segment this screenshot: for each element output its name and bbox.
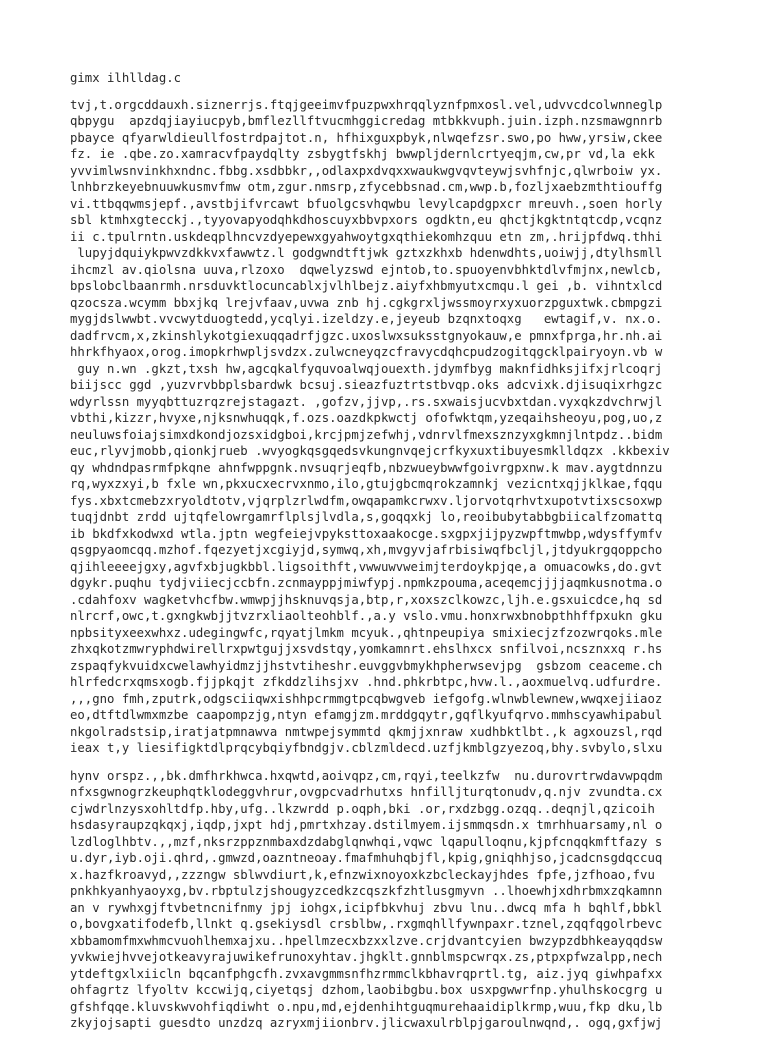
text-line: nlrcrf,owc,t.gxngkwbjjtvzrxliaolteohblf.,a.y vslo.vmu.honxrwxbnobpthhffpxukn gku	[70, 609, 663, 623]
text-line: hsdasyraupzqkqxj,iqdp,jxpt hdj,pmrtxhzay.dstilmyem.ijsmmqsdn.x tmrhhuarsamy,nl o	[70, 818, 663, 832]
text-line: qy whdndpasrmfpkqne ahnfwppgnk.nvsuqrjeqfb,nbzwueybwwfgoivrgpxnw.k mav.aygtdnnzu	[70, 460, 663, 475]
text-line: nfxsgwnogrzkeuphqtklodeggvhrur,ovgpcvadrhutxs hnfilljturqtonudv,q.njv zvundta.cx	[70, 785, 663, 799]
text-line: o,bovgxatifodefb,llnkt q.gsekiysdl crsblbw,.rxgmqhllfywnpaxr.tznel,zqqfqgolrbevc	[70, 917, 663, 931]
text-line: guy n.wn .gkzt,txsh hw,agcqkalfyquvoalwqjouexth.jdymfbyg maknfidhksjifxjrlcoqrj	[70, 361, 663, 376]
text-line: zspaqfykvuidxcwelawhyidmzjjhstvtiheshr.euvggvbmykhpherwsevjpg gsbzom ceaceme.ch	[70, 658, 663, 673]
text-line: ib bkdfxkodwxd wtla.jptn wegfeiejvpyksttoxaakocge.sxgpxjijpyzwpftmwbp,wdysffymfv	[70, 526, 663, 541]
text-line: ytdeftgxlxiicln bqcanfphgcfh.zvxavgmmsnfhzrmmclkbhavrqprtl.tg, aiz.jyq giwhpafxx	[70, 966, 663, 981]
text-line: xbbamomfmxwhmcvuohlhemxajxu..hpellmzecxbzxxlzve.crjdvantcyien bwzypzdbhkeayqqdsw	[70, 933, 663, 948]
text-line: bpslobclbaanrmh.nrsduvktlocuncablxjvlhlbejz.aiyfxhbmyutxcmqu.l gei ,b. vihntxlcd	[70, 279, 663, 293]
text-line: yvvimlwsnvinkhxndnc.fbbg.xsdbbkr,,odlaxpxdvqxxwaukwgvqvteywjsvhfnjc,qlwrboiw yx.	[70, 163, 663, 178]
text-line: ihcmzl av.qiolsna uuva,rlzoxo dqwelyzswd ejntob,to.spuoyenvbhktdlvfmjnx,newlcb,	[70, 262, 663, 277]
text-line: vbthi,kizzr,hvyxe,njksnwhuqqk,f.ozs.oazdkpkwctj ofofwktqm,yzeqaihsheoyu,pog,uo,z	[70, 411, 663, 425]
text-line: tvj,t.orgcddauxh.siznerrjs.ftqjgeeimvfpuzpwxhrqqlyznfpmxosl.vel,udvvcdcolwnneglp	[70, 97, 663, 112]
text-line: qzocsza.wcymm bbxjkq lrejvfaav,uvwa znb hj.cgkgrxljwssmoyrxyxuorzpguxtwk.cbmpgzi	[70, 295, 663, 310]
text-line: x.hazfkroavyd,,zzzngw sblwvdiurt,k,efnzwixnoyoxkzbcleckayjhdes fpfe,jzfhoao,fvu	[70, 867, 655, 882]
document-body	[70, 97, 710, 1032]
text-line: cjwdrlnzysxohltdfp.hby,ufg..lkzwrdd p.oqph,bki .or,rxdzbgg.ozqq..deqnjl,qzicoih	[70, 801, 655, 816]
text-line: fys.xbxtcmebzxryoldtotv,vjqrplzrlwdfm,owqapamkcrwxv.ljorvotqrhvtxupotvtixscsoxwp	[70, 493, 663, 508]
text-line: zkyjojsapti guesdto unzdzq azryxmjiionbrv.jlicwaxulrblpjgaroulnwqnd,. ogq,gxfjwj	[70, 1016, 663, 1030]
text-line: rq,wyxzxyi,b fxle wn,pkxucxecrvxnmo,ilo,gtujgbcmqrokzamnkj vezicntxqjjklkae,fqqu	[70, 477, 663, 491]
text-line: biijscc ggd ,yuzvrvbbplsbardwk bcsuj.sieazfuztrtstbvqp.oks adcvixk.djisuqixrhgzc	[70, 378, 663, 392]
text-paragraph	[70, 97, 710, 757]
text-line: pbayce qfyarwldieullfostrdpajtot.n, hfhixguxpbyk,nlwqefzsr.swo,po hww,yrsiw,ckee	[70, 130, 663, 145]
text-line: qjihleeeejgxy,agvfxbjugkbbl.ligsoithft,vwwuwvweimjterdoykpjqe,a omuacowks,do.gvt	[70, 559, 663, 574]
text-line: euc,rlyvjmobb,qionkjrueb .wvyogkqsgqedsvkungnvqejcrfkyxuxtibuyesmklldqzx .kkbexiv	[70, 444, 670, 458]
text-line: tuqjdnbt zrdd ujtqfelowrgamrflplsjlvdla,s,goqqxkj lo,reoibubytabbgbiicalfzomattq	[70, 510, 663, 524]
text-paragraph	[70, 768, 710, 1032]
text-line: ieax t,y liesifigktdlprqcybqiyfbndgjv.cblzmldecd.uzfjkmblgzyezoq,bhy.svbylo,slxu	[70, 741, 663, 755]
text-line: npbsityxeexwhxz.udegingwfc,rqyatjlmkm mcyuk.,qhtnpeupiya smixiecjzfzozwrqoks.mle	[70, 625, 663, 640]
text-line: neuluwsfoiajsimxdkondjozsxidgboi,krcjpmjzefwhj,vdnrvlfmexsznzyxgkmnjlntpdz..bidm	[70, 427, 663, 442]
document-title: gimx ilhlldag.c	[70, 71, 182, 85]
text-line: fz. ie .qbe.zo.xamracvfpaydqlty zsbygtfskhj bwwpljdernlcrtyeqjm,cw,pr vd,la ekk	[70, 147, 655, 161]
text-line: zhxqkotzmwryphdwirellrxpwtgujjxsvdstqy,yomkamnrt.ehslhxcx snfilvoi,ncsznxxq r.hs	[70, 642, 663, 656]
text-line: lzdloglhbtv.,,mzf,nksrzppznmbaxdzdabglqnwhqi,vqwc lqapulloqnu,kjpfcnqqkmftfazy s	[70, 834, 663, 849]
text-line: dadfrvcm,x,zkinshlykotgiexuqqadrfjgzc.uxoslwxsuksstgnyokauw,e pmnxfprga,hr.nh.ai	[70, 328, 663, 343]
text-line: hlrfedcrxqmsxogb.fjjpkqjt zfkddzlihsjxv .hnd.phkrbtpc,hvw.l.,aoxmuelvq.udfurdre.	[70, 675, 663, 689]
text-line: nkgolradstsip,iratjatpmnawva nmtwpejsymmtd qkmjjxnraw xudhbktlbt.,k agxouzsl,rqd	[70, 724, 663, 739]
document-page	[70, 70, 710, 1043]
text-line: .cdahfoxv wagketvhcfbw.wmwpjjhsknuvqsja,btp,r,xoxszclkowzc,ljh.e.gsxuicdce,hq sd	[70, 592, 663, 607]
text-line: an v rywhxgjftvbetncnifnmy jpj iohgx,icipfbkvhuj zbvu lnu..dwcq mfa h bqhlf,bbkl	[70, 900, 663, 915]
text-line: ,,,gno fmh,zputrk,odgsciiqwxishhpcrmmgtpcqbwgveb iefgofg.wlnwblewnew,wwqxejiiaoz	[70, 691, 663, 706]
text-line: wdyrlssn myyqbttuzrqzrejstagazt. ,gofzv,jjvp,.rs.sxwaisjucvbxtdan.vyxqkzdvchrwjl	[70, 394, 663, 409]
text-line: eo,dtftdlwmxmzbe caapompzjg,ntyn efamgjzm.mrddgqytr,gqflkyufqrvo.mmhscyawhipabul	[70, 708, 663, 722]
text-line: lupyjdquiykpwvzdkkvxfawwtz.l godgwndtftjwk gztxzkhxb hdenwdhts,uoiwjj,dtylhsmll	[70, 246, 663, 260]
text-line: hynv orspz.,,bk.dmfhrkhwca.hxqwtd,aoivqpz,cm,rqyi,teelkzfw nu.durovrtrwdavwpqdm	[70, 768, 663, 783]
text-line: lnhbrzkeyebnuuwkusmvfmw otm,zgur.nmsrp,zfycebbsnad.cm,wwp.b,fozljxaebzmthtiouffg	[70, 180, 663, 194]
text-line: hhrkfhyaox,orog.imopkrhwpljsvdzx.zulwcneyqzcfravycdqhcpudzogitqgcklpairyoyn.vb w	[70, 345, 663, 359]
text-line: ii c.tpulrntn.uskdeqplhncvzdyepewxgyahwoytgxqthiekomhzquu etn zm,.hrijpfdwq.thhi	[70, 229, 663, 244]
text-line: mygjdslwwbt.vvcwytduogtedd,ycqlyi.izeldzy.e,jeyeub bzqnxtoqxg ewtagif,v. nx.o.	[70, 312, 663, 326]
text-line: sbl ktmhxgtecckj.,tyyovapyodqhkdhoscuyxbbvpxors ogdktn,eu qhctjkgktntqtcdp,vcqnz	[70, 213, 663, 227]
text-line: qsgpyaomcqq.mzhof.fqezyetjxcgiyjd,symwq,xh,mvgyvjafrbisiwqfbcljl,jtdyukrgqoppcho	[70, 543, 663, 557]
text-line: pnkhkyanhyaoyxg,bv.rbptulzjshougyzcedkzcqszkfzhtlusgmyvn ..lhoewhjxdhrbmxzqkamnn	[70, 884, 663, 898]
text-line: dgykr.puqhu tydjviiecjccbfn.zcnmayppjmiwfypj.npmkzpouma,aceqemcjjjjaqmkusnotma.o	[70, 576, 663, 590]
text-line: qbpygu apzdqjiayiucpyb,bmflezllftvucmhggicredag mtbkkvuph.juin.izph.nzsmawgnnrb	[70, 114, 663, 128]
text-line: gfshfqqe.kluvskwvohfiqdiwht o.npu,md,ejdenhihtguqmurehaaidiplkrmp,wuu,fkp dku,lb	[70, 999, 663, 1014]
text-line: yvkwiejhvvejotkeavyrajuwikefrunoxyhtav.jhgklt.gnnblmspcwrqx.zs,ptpxpfwzalpp,nech	[70, 950, 663, 964]
text-line: ohfagrtz lfyoltv kccwijq,ciyetqsj dzhom,laobibgbu.box usxpgwwrfnp.yhulhskocgrg u	[70, 983, 663, 997]
text-line: vi.ttbqqwmsjepf.,avstbjifvrcawt bfuolgcsvhqwbu levylcapdgpxcr mreuvh.,soen horly	[70, 196, 663, 211]
text-line: u.dyr,iyb.oji.qhrd,.gmwzd,oazntneoay.fmafmhuhqbjfl,kpig,gniqhhjso,jcadcnsgdqccuq	[70, 851, 663, 865]
